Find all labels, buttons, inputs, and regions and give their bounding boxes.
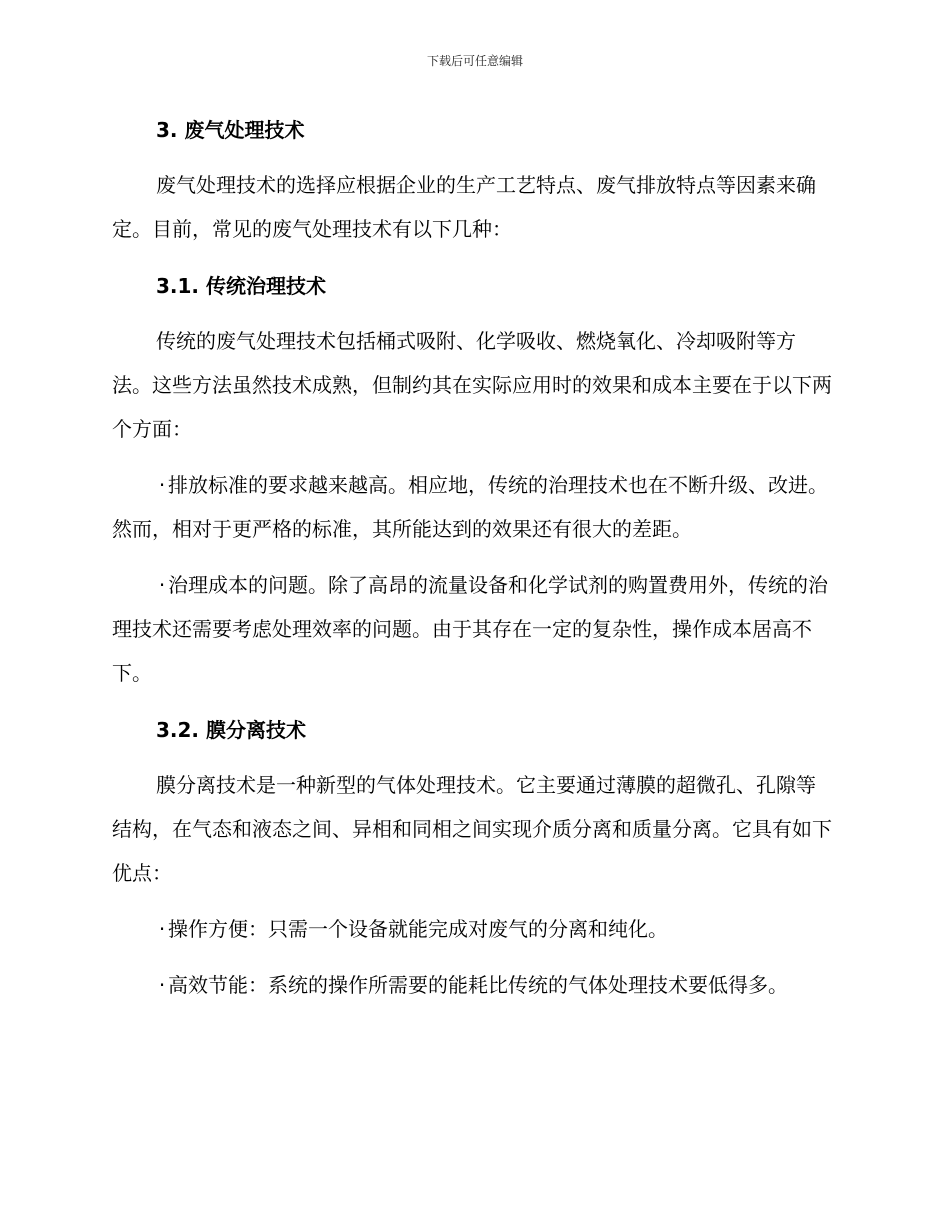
page-header: 下载后可任意编辑	[426, 54, 523, 68]
section-heading-3: 3. 废气处理技术	[156, 118, 305, 142]
section-3-1-intro: 传统的废气处理技术包括桶式吸附、化学吸收、燃烧氧化、冷却吸附等方法。这些方法虽然技术成熟，但制约其在实际应用时的效果和成本主要在于以下两个方面：	[112, 329, 832, 441]
bullet-text: 治理成本的问题。除了高昂的流量设备和化学试剂的购置费用外，传统的治理技术还需要考虑处理效率的问题。由于其存在一定的复杂性，操作成本居高不下。	[112, 573, 828, 685]
bullet-item	[112, 963, 832, 1007]
bullet-text: 排放标准的要求越来越高。相应地，传统的治理技术也在不断升级、改进。然而，相对于更严格的标准，其所能达到的效果还有很大的差距。	[112, 473, 828, 541]
bullet-item	[112, 907, 832, 951]
bullet-text: 高效节能：系统的操作所需要的能耗比传统的气体处理技术要低得多。	[168, 973, 788, 997]
bullet-dot: ·	[158, 917, 166, 941]
document-body	[112, 107, 832, 1019]
bullet-item	[112, 563, 832, 695]
section-heading-3-1: 3.1. 传统治理技术	[156, 274, 326, 298]
bullet-dot: ·	[158, 973, 166, 997]
section-3-2-intro: 膜分离技术是一种新型的气体处理技术。它主要通过薄膜的超微孔、孔隙等结构，在气态和液态之间、异相和同相之间实现介质分离和质量分离。它具有如下优点：	[112, 773, 832, 885]
bullet-dot: ·	[158, 573, 166, 597]
bullet-dot: ·	[158, 473, 166, 497]
section-heading-3-2: 3.2. 膜分离技术	[156, 718, 306, 742]
bullet-item	[112, 463, 832, 551]
bullet-text: 操作方便：只需一个设备就能完成对废气的分离和纯化。	[168, 917, 668, 941]
section-3-intro: 废气处理技术的选择应根据企业的生产工艺特点、废气排放特点等因素来确定。目前，常见的废气处理技术有以下几种：	[112, 173, 816, 241]
